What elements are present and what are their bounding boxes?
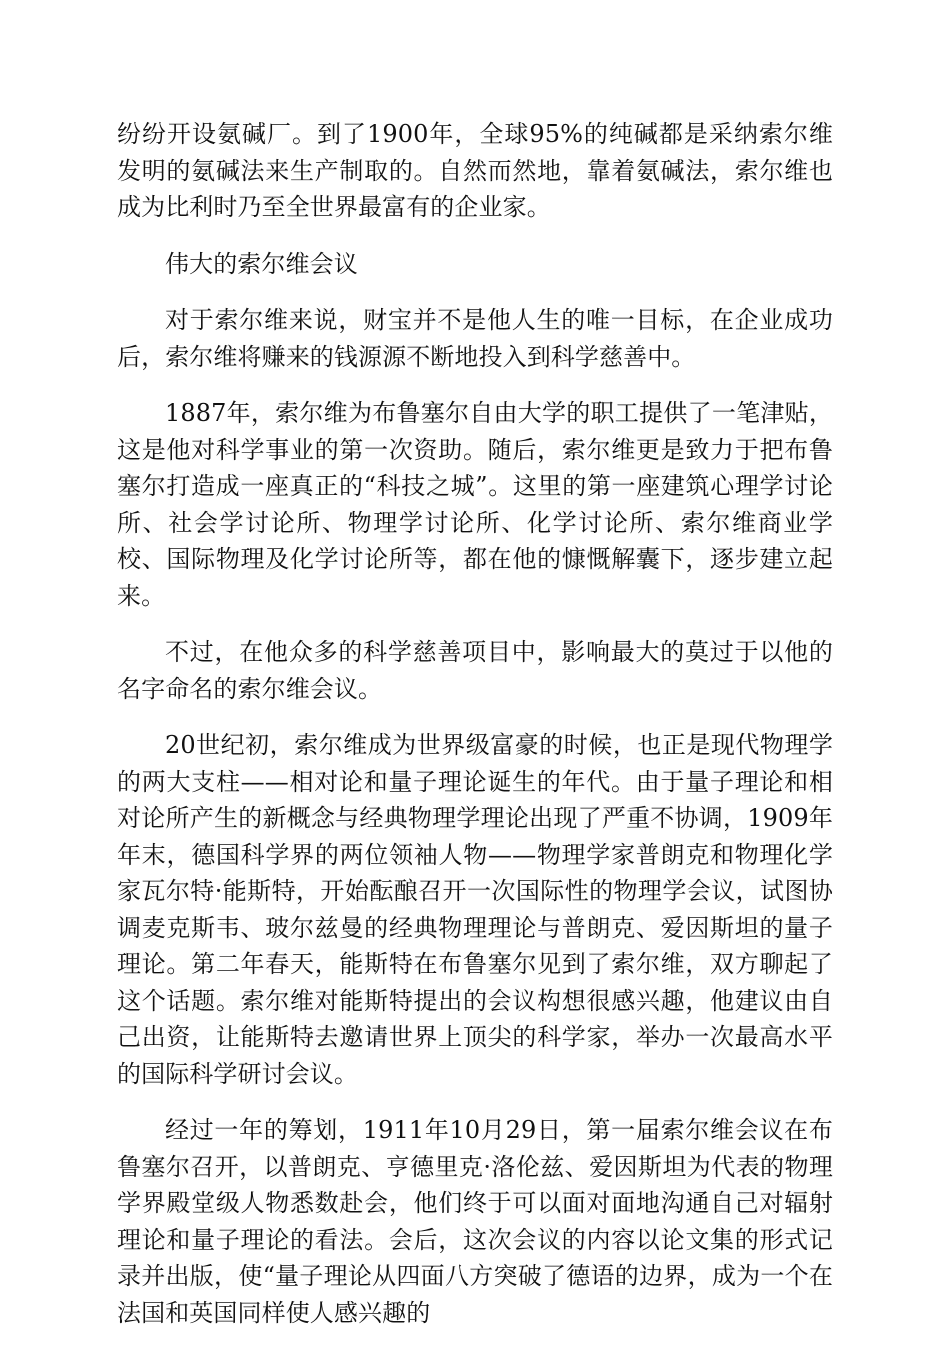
paragraph-ammonia-soda-conclusion: 纷纷开设氨碱厂。到了1900年，全球95%的纯碱都是采纳索尔维发明的氨碱法来生产制取的。自然而然地，靠着氨碱法，索尔维也成为比利时乃至全世界最富有的企业家。 <box>117 120 833 221</box>
section-heading-solvay-conference: 伟大的索尔维会议 <box>165 249 358 278</box>
paragraph-philanthropy-intro: 对于索尔维来说，财宝并不是他人生的唯一目标，在企业成功后，索尔维将赚来的钱源源不断地投入到科学慈善中。 <box>117 306 833 371</box>
paragraph-most-influential-project: 不过，在他众多的科学慈善项目中，影响最大的莫过于以他的名字命名的索尔维会议。 <box>117 638 833 703</box>
paragraph-1887-funding: 1887年，索尔维为布鲁塞尔自由大学的职工提供了一笔津贴，这是他对科学事业的第一次资助。随后，索尔维更是致力于把布鲁塞尔打造成一座真正的“科技之城”。这里的第一座建筑心理学讨论所、社会学讨论所、物理学讨论所、化学讨论所、索尔维商业学校、国际物理及化学讨论所等，都在他的慷慨解囊下，逐步建立起来。 <box>117 399 833 610</box>
document-page <box>117 116 833 1351</box>
paragraph-first-solvay-conference: 经过一年的筹划，1911年10月29日，第一届索尔维会议在布鲁塞尔召开，以普朗克、亨德里克·洛伦兹、爱因斯坦为代表的物理学界殿堂级人物悉数赴会，他们终于可以面对面地沟通自己对辐射理论和量子理论的看法。会后，这次会议的内容以论文集的形式记录并出版，使“量子理论从四面八方突破了德语的边界，成为一个在法国和英国同样使人感兴趣的 <box>117 1116 833 1327</box>
paragraph-20th-century-physics: 20世纪初，索尔维成为世界级富豪的时候，也正是现代物理学的两大支柱——相对论和量子理论诞生的年代。由于量子理论和相对论所产生的新概念与经典物理学理论出现了严重不协调，1909年年末，德国科学界的两位领袖人物——物理学家普朗克和物理化学家瓦尔特·能斯特，开始酝酿召开一次国际性的物理学会议，试图协调麦克斯韦、玻尔兹曼的经典物理理论与普朗克、爱因斯坦的量子理论。第二年春天，能斯特在布鲁塞尔见到了索尔维，双方聊起了这个话题。索尔维对能斯特提出的会议构想很感兴趣，他建议由自己出资，让能斯特去邀请世界上顶尖的科学家，举办一次最高水平的国际科学研讨会议。 <box>117 731 833 1088</box>
